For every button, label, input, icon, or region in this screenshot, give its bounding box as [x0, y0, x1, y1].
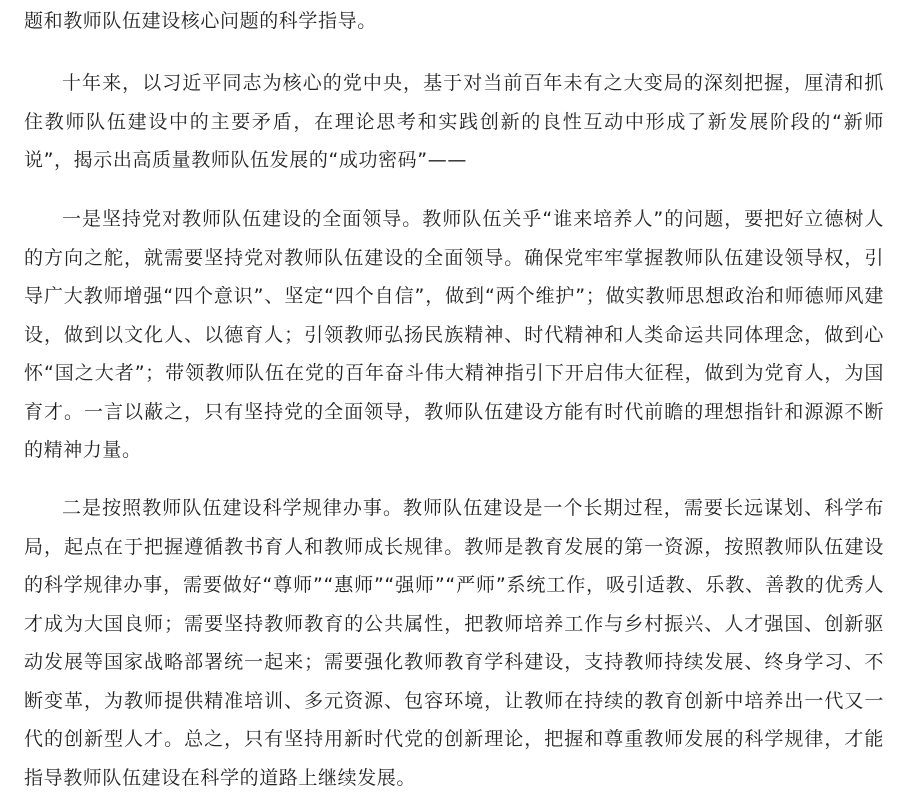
paragraph-decade-review: 十年来，以习近平同志为核心的党中央，基于对当前百年未有之大变局的深刻把握，厘清和抓住教师队伍建设中的主要矛盾，在理论思考和实践创新的良性互动中形成了新发展阶段的“新师说”，揭示出高质量教师队伍发展的“成功密码”——: [24, 72, 884, 171]
paragraph-party-leadership: 一是坚持党对教师队伍建设的全面领导。教师队伍关乎“谁来培养人”的问题，要把好立德树人的方向之舵，就需要坚持党对教师队伍建设的全面领导。确保党牢牢掌握教师队伍建设领导权，引导广大教师增强“四个意识”、坚定“四个自信”，做到“两个维护”；做实教师思想政治和师德师风建设，做到以文化人、以德育人；引领教师弘扬民族精神、时代精神和人类命运共同体理念，做到心怀“国之大者”；带领教师队伍在党的百年奋斗伟大精神指引下开启伟大征程，做到为党育人，为国育才。一言以蔽之，只有坚持党的全面领导，教师队伍建设方能有时代前瞻的理想指针和源源不断的精神力量。: [24, 208, 884, 461]
paragraph-scientific-laws: 二是按照教师队伍建设科学规律办事。教师队伍建设是一个长期过程，需要长远谋划、科学布局，起点在于把握遵循教书育人和教师成长规律。教师是教育发展的第一资源，按照教师队伍建设的科学规律办事，需要做好“尊师”“惠师”“强师”“严师”系统工作，吸引适教、乐教、善教的优秀人才成为大国良师；需要坚持教师教育的公共属性，把教师培养工作与乡村振兴、人才强国、创新驱动发展等国家战略部署统一起来；需要强化教师教育学科建设，支持教师持续发展、终身学习、不断变革，为教师提供精准培训、多元资源、包容环境，让教师在持续的教育创新中培养出一代又一代的创新型人才。总之，只有坚持用新时代党的创新理论，把握和尊重教师发展的科学规律，才能指导教师队伍建设在科学的道路上继续发展。: [24, 497, 884, 789]
lead-line: 题和教师队伍建设核心问题的科学指导。: [24, 10, 377, 32]
